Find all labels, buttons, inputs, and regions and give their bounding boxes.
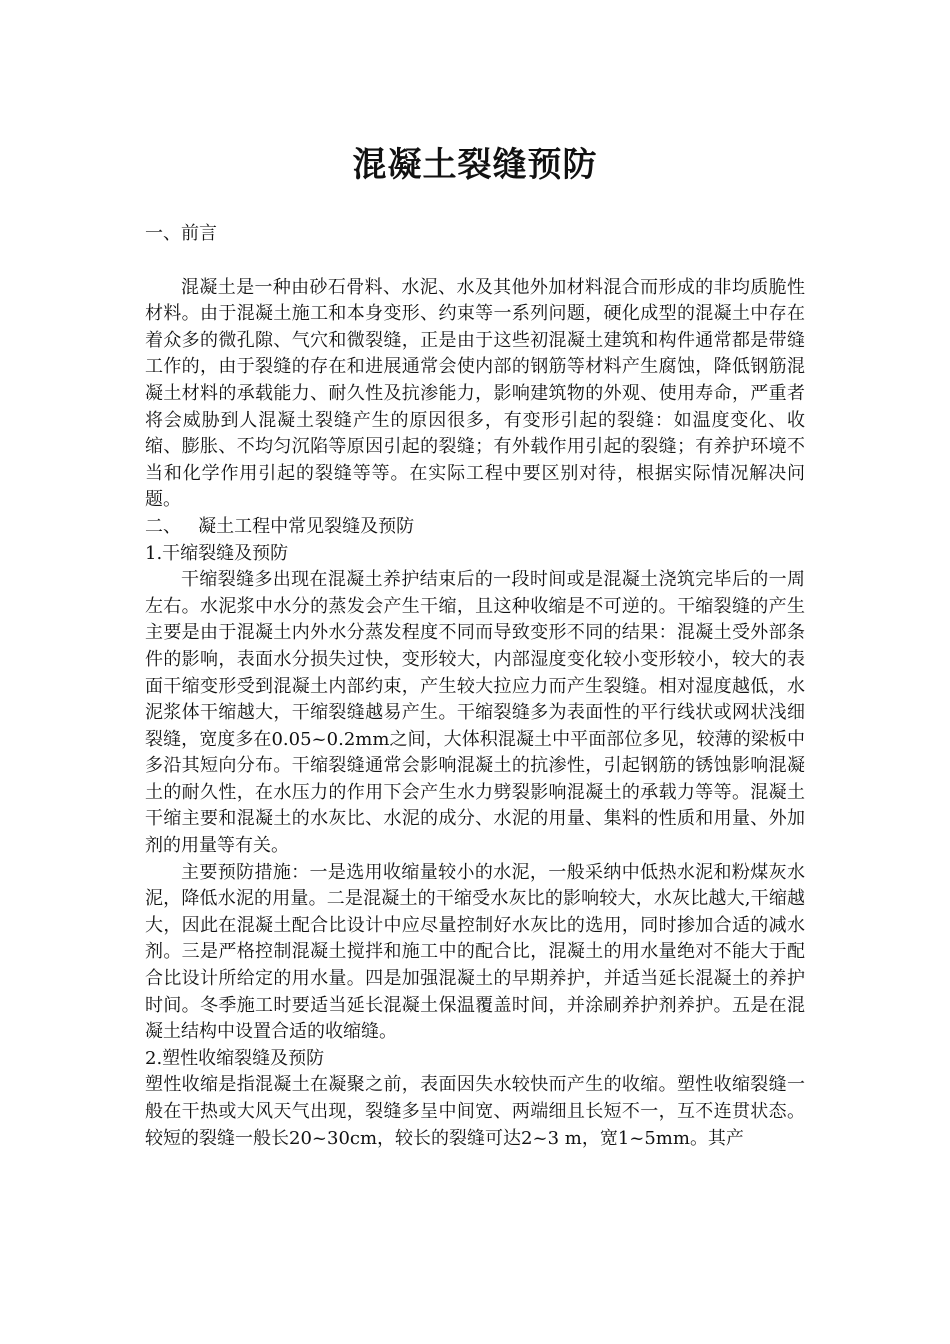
document-body	[145, 221, 805, 1152]
subheading-plastic-shrinkage: 2.塑性收缩裂缝及预防	[145, 1047, 325, 1069]
page-title: 混凝土裂缝预防	[352, 145, 598, 185]
paragraph-prevention-measures: 主要预防措施：一是选用收缩量较小的水泥，一般采纳中低热水泥和粉煤灰水泥，降低水泥的用量。二是混凝土的干缩受水灰比的影响较大，水灰比越大,干缩越大，因此在混凝土配合比设计中应尽量控制好水灰比的选用，同时掺加合适的减水剂。三是严格控制混凝土搅拌和施工中的配合比，混凝土的用水量绝对不能大于配合比设计所给定的用水量。四是加强混凝土的早期养护，并适当延长混凝土的养护时间。冬季施工时要适当延长混凝土保温覆盖时间，并涂刷养护剂养护。五是在混凝土结构中设置合适的收缩缝。	[145, 861, 805, 1043]
section-heading-common-cracks: 二、 凝土工程中常见裂缝及预防	[145, 515, 415, 537]
paragraph-dry-shrinkage: 干缩裂缝多出现在混凝土养护结束后的一段时间或是混凝土浇筑完毕后的一周左右。水泥浆中水分的蒸发会产生干缩，且这种收缩是不可逆的。干缩裂缝的产生主要是由于混凝土内外水分蒸发程度不同而导致变形不同的结果：混凝土受外部条件的影响，表面水分损失过快，变形较大，内部湿度变化较小变形较小，较大的表面干缩变形受到混凝土内部约束，产生较大拉应力而产生裂缝。相对湿度越低，水泥浆体干缩越大，干缩裂缝越易产生。干缩裂缝多为表面性的平行线状或网状浅细裂缝，宽度多在0.05~0.2mm之间，大体积混凝土中平面部位多见，较薄的梁板中多沿其短向分布。干缩裂缝通常会影响混凝土的抗渗性，引起钢筋的锈蚀影响混凝土的耐久性，在水压力的作用下会产生水力劈裂影响混凝土的承载力等等。混凝土干缩主要和混凝土的水灰比、水泥的成分、水泥的用量、集料的性质和用量、外加剂的用量等有关。	[145, 569, 805, 857]
subheading-dry-shrinkage: 1.干缩裂缝及预防	[145, 542, 289, 564]
paragraph-preface: 混凝土是一种由砂石骨料、水泥、水及其他外加材料混合而形成的非均质脆性材料。由于混凝土施工和本身变形、约束等一系列问题，硬化成型的混凝土中存在着众多的微孔隙、气穴和微裂缝，正是由于这些初混凝土建筑和构件通常都是带缝工作的，由于裂缝的存在和进展通常会使内部的钢筋等材料产生腐蚀，降低钢筋混凝土材料的承载能力、耐久性及抗渗能力，影响建筑物的外观、使用寿命，严重者将会威胁到人混凝土裂缝产生的原因很多，有变形引起的裂缝：如温度变化、收缩、膨胀、不均匀沉陷等原因引起的裂缝；有外载作用引起的裂缝；有养护环境不当和化学作用引起的裂缝等等。在实际工程中要区别对待，根据实际情况解决问题。	[145, 276, 805, 511]
section-heading-preface: 一、前言	[145, 223, 217, 244]
paragraph-plastic-shrinkage: 塑性收缩是指混凝土在凝聚之前，表面因失水较快而产生的收缩。塑性收缩裂缝一般在干热或大风天气出现，裂缝多呈中间宽、两端细且长短不一，互不连贯状态。较短的裂缝一般长20~30cm，较长的裂缝可达2~3 m，宽1~5mm。其产	[145, 1074, 805, 1149]
